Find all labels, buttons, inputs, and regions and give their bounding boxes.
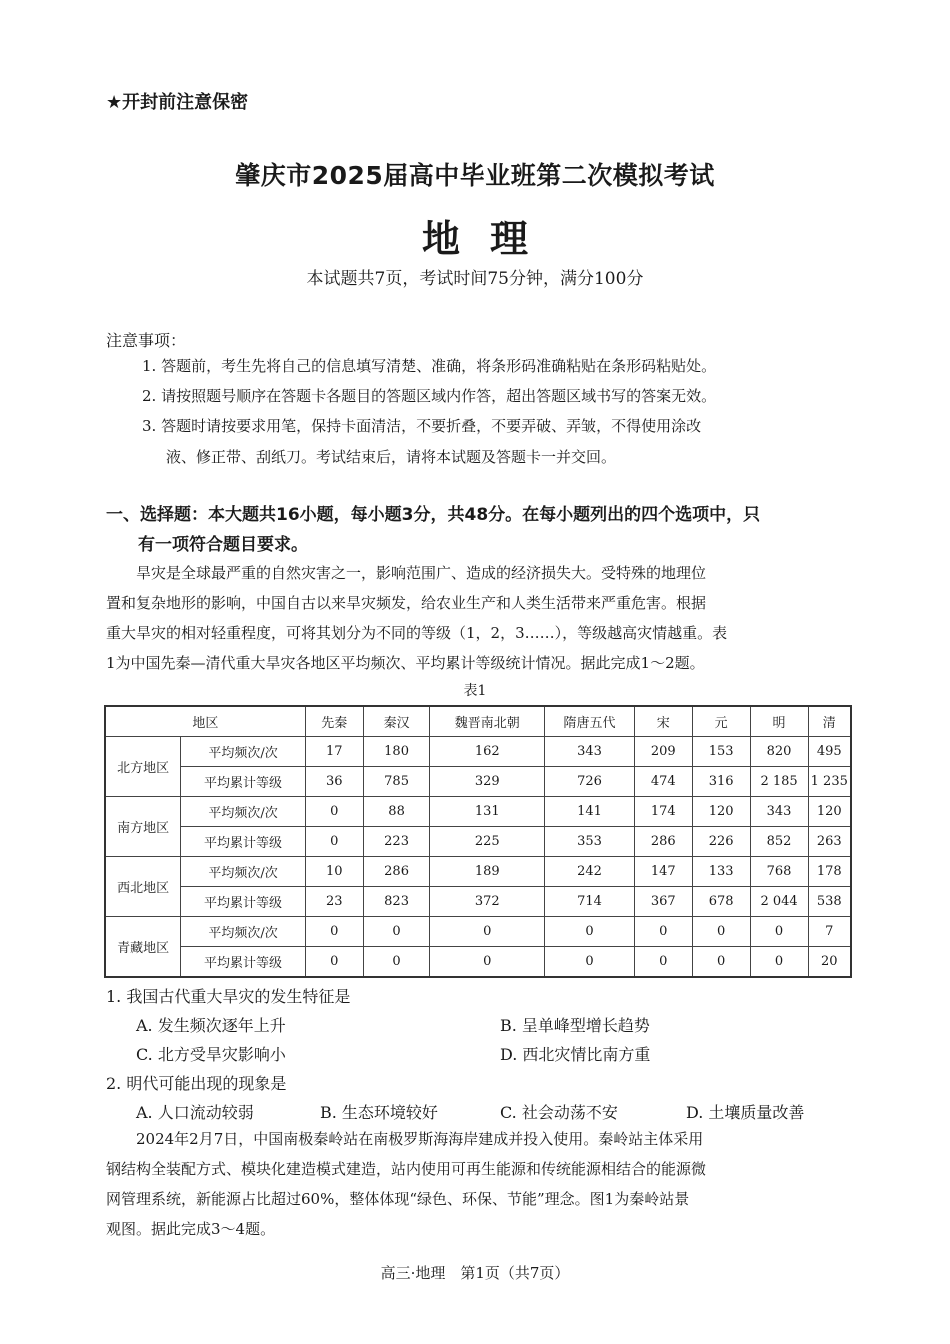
table-cell: 209 [634, 737, 692, 767]
table-cell: 0 [363, 917, 430, 947]
table-cell: 0 [545, 947, 635, 978]
exam-title: 肇庆市2025届高中毕业班第二次模拟考试 [235, 161, 715, 190]
table-row [105, 947, 851, 978]
table-metric-cell: 平均累计等级 [181, 947, 306, 978]
table-cell: 538 [808, 887, 851, 917]
table-cell: 1 235 [808, 767, 851, 797]
table-metric-cell: 平均频次/次 [181, 797, 306, 827]
table-cell: 223 [363, 827, 430, 857]
table-cell: 147 [634, 857, 692, 887]
table-cell: 120 [808, 797, 851, 827]
table-cell: 726 [545, 767, 635, 797]
notice-item-3-cont: 液、修正带、刮纸刀。考试结束后，请将本试题及答题卡一并交回。 [166, 448, 617, 466]
table-cell: 0 [305, 947, 363, 978]
table-cell: 174 [634, 797, 692, 827]
table-header-cell: 清 [808, 706, 851, 737]
table-cell: 0 [305, 917, 363, 947]
table-cell: 0 [545, 917, 635, 947]
table-cell: 131 [430, 797, 545, 827]
table-cell: 242 [545, 857, 635, 887]
exam-info: 本试题共7页，考试时间75分钟，满分100分 [306, 269, 644, 289]
page-footer: 高三·地理 第1页（共7页） [380, 1264, 570, 1282]
table-metric-cell: 平均频次/次 [181, 917, 306, 947]
table-cell: 353 [545, 827, 635, 857]
table-cell: 768 [750, 857, 808, 887]
table-cell: 225 [430, 827, 545, 857]
table-cell: 23 [305, 887, 363, 917]
table-cell: 367 [634, 887, 692, 917]
table-cell: 141 [545, 797, 635, 827]
table-cell: 0 [430, 947, 545, 978]
subject-title: 地理 [421, 216, 558, 261]
table-cell: 316 [692, 767, 750, 797]
table-cell: 495 [808, 737, 851, 767]
table-region-cell: 青藏地区 [105, 917, 181, 978]
table-cell: 263 [808, 827, 851, 857]
section-heading-line1: 一、选择题：本大题共16小题，每小题3分，共48分。在每小题列出的四个选项中，只 [106, 505, 761, 525]
passage-1-line: 置和复杂地形的影响，中国自古以来旱灾频发，给农业生产和人类生活带来严重危害。根据 [106, 594, 707, 612]
table-cell: 226 [692, 827, 750, 857]
table-cell: 178 [808, 857, 851, 887]
table-cell: 286 [634, 827, 692, 857]
table-cell: 7 [808, 917, 851, 947]
table-row [105, 797, 851, 827]
table-cell: 88 [363, 797, 430, 827]
table-cell: 36 [305, 767, 363, 797]
table-region-cell: 南方地区 [105, 797, 181, 857]
table-row [105, 827, 851, 857]
passage-2 [106, 1124, 852, 1244]
table-cell: 0 [692, 917, 750, 947]
table-metric-cell: 平均累计等级 [181, 887, 306, 917]
notice-item-1: 1. 答题前，考生先将自己的信息填写清楚、准确，将条形码准确粘贴在条形码粘贴处。 [142, 357, 717, 375]
table-cell: 2 044 [750, 887, 808, 917]
table-cell: 343 [545, 737, 635, 767]
table-cell: 329 [430, 767, 545, 797]
notice-item-2: 2. 请按照题号顺序在答题卡各题目的答题区域内作答，超出答题区域书写的答案无效。 [142, 387, 717, 405]
table-header-cell: 地区 [105, 706, 305, 737]
passage-2-line: 钢结构全装配方式、模块化建造模式建造，站内使用可再生能源和传统能源相结合的能源微 [106, 1160, 707, 1178]
passage-2-line: 观图。据此完成3～4题。 [106, 1220, 276, 1238]
table-cell: 0 [634, 947, 692, 978]
passage-2-line: 2024年2月7日，中国南极秦岭站在南极罗斯海海岸建成并投入使用。秦岭站主体采用 [136, 1130, 704, 1148]
question-2-option-d: D. 土壤质量改善 [686, 1103, 805, 1122]
table-cell: 0 [305, 797, 363, 827]
passage-2-line: 网管理系统，新能源占比超过60%，整体体现“绿色、环保、节能”理念。图1为秦岭站景 [106, 1190, 690, 1208]
table-metric-cell: 平均累计等级 [181, 767, 306, 797]
table-cell: 10 [305, 857, 363, 887]
table-cell: 678 [692, 887, 750, 917]
table-caption: 表1 [463, 683, 487, 699]
table-cell: 0 [634, 917, 692, 947]
table-cell: 189 [430, 857, 545, 887]
table-cell: 17 [305, 737, 363, 767]
passage-1 [106, 558, 852, 678]
table-header-row [105, 706, 851, 737]
table-region-cell: 北方地区 [105, 737, 181, 797]
section-heading-line2: 有一项符合题目要求。 [138, 535, 308, 555]
question-1-option-b: B. 呈单峰型增长趋势 [500, 1016, 650, 1035]
confidential-notice: ★开封前注意保密 [106, 92, 249, 113]
table-row [105, 887, 851, 917]
table-cell: 820 [750, 737, 808, 767]
table-cell: 0 [692, 947, 750, 978]
question-1-option-d: D. 西北灾情比南方重 [500, 1045, 651, 1064]
table-header-cell: 先秦 [305, 706, 363, 737]
table-cell: 133 [692, 857, 750, 887]
table-region-cell: 西北地区 [105, 857, 181, 917]
table-header-cell: 隋唐五代 [545, 706, 635, 737]
table-cell: 153 [692, 737, 750, 767]
drought-table [104, 705, 852, 978]
table-row [105, 857, 851, 887]
table-header-cell: 秦汉 [363, 706, 430, 737]
table-row [105, 737, 851, 767]
question-2-option-a: A. 人口流动较弱 [136, 1103, 254, 1122]
table-header-cell: 元 [692, 706, 750, 737]
table-cell: 785 [363, 767, 430, 797]
table-row [105, 917, 851, 947]
table-cell: 286 [363, 857, 430, 887]
table-cell: 823 [363, 887, 430, 917]
table-cell: 343 [750, 797, 808, 827]
table-body [105, 737, 851, 978]
table-cell: 474 [634, 767, 692, 797]
question-2-option-c: C. 社会动荡不安 [500, 1103, 618, 1122]
table-cell: 0 [363, 947, 430, 978]
table-metric-cell: 平均频次/次 [181, 857, 306, 887]
notice-heading: 注意事项： [106, 331, 187, 350]
passage-1-line: 重大旱灾的相对轻重程度，可将其划分为不同的等级（1，2，3……），等级越高灾情越重。表 [106, 624, 728, 642]
table-metric-cell: 平均频次/次 [181, 737, 306, 767]
table-header-cell: 明 [750, 706, 808, 737]
table-cell: 852 [750, 827, 808, 857]
table-cell: 0 [305, 827, 363, 857]
question-1-option-a: A. 发生频次逐年上升 [136, 1016, 286, 1035]
table-cell: 0 [430, 917, 545, 947]
passage-1-line: 旱灾是全球最严重的自然灾害之一，影响范围广、造成的经济损失大。受特殊的地理位 [136, 564, 707, 582]
table-header-cell: 魏晋南北朝 [430, 706, 545, 737]
question-1-stem: 1. 我国古代重大旱灾的发生特征是 [106, 987, 351, 1006]
section-heading [106, 500, 858, 560]
table-cell: 0 [750, 947, 808, 978]
table-cell: 162 [430, 737, 545, 767]
question-2-stem: 2. 明代可能出现的现象是 [106, 1074, 287, 1093]
table-cell: 0 [750, 917, 808, 947]
question-2-option-b: B. 生态环境较好 [320, 1103, 438, 1122]
question-1-option-c: C. 北方受旱灾影响小 [136, 1045, 286, 1064]
table-metric-cell: 平均累计等级 [181, 827, 306, 857]
table-row [105, 767, 851, 797]
table-header-cell: 宋 [634, 706, 692, 737]
table-cell: 20 [808, 947, 851, 978]
table-cell: 714 [545, 887, 635, 917]
table-cell: 180 [363, 737, 430, 767]
notice-item-3: 3. 答题时请按要求用笔，保持卡面清洁，不要折叠，不要弄破、弄皱，不得使用涂改 [142, 417, 702, 435]
table-cell: 372 [430, 887, 545, 917]
table-cell: 2 185 [750, 767, 808, 797]
passage-1-line: 1为中国先秦—清代重大旱灾各地区平均频次、平均累计等级统计情况。据此完成1～2题。 [106, 654, 705, 672]
table-cell: 120 [692, 797, 750, 827]
